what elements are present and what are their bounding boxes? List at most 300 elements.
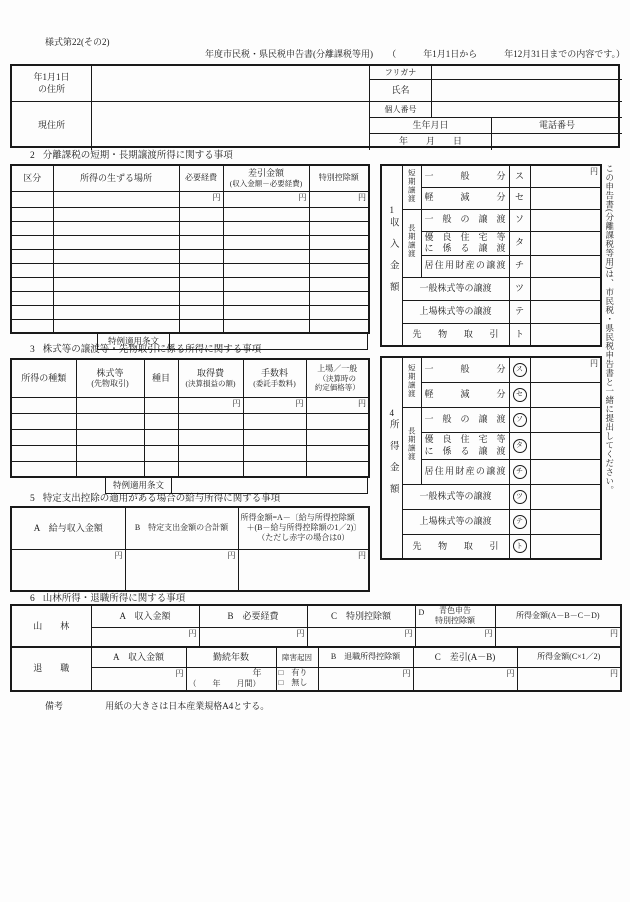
box1-row-label: 一般株式等の譲渡 [402, 277, 509, 300]
circled-code: ス [513, 363, 527, 377]
box1-value-cell[interactable] [530, 255, 601, 277]
box4-row-code [509, 534, 530, 559]
retirement-value-disability [276, 667, 318, 691]
s5-no: 5 [30, 494, 35, 504]
s3-cell[interactable] [178, 397, 243, 413]
forest-value-b[interactable] [199, 627, 307, 647]
forest-col-d [415, 605, 495, 627]
yen-unit: 円 [227, 550, 236, 560]
box1-row-code: セ [509, 187, 530, 209]
retirement-col-income: 所得金額(C×1／2) [517, 647, 621, 667]
s2-cell[interactable] [53, 263, 179, 277]
s2-cell[interactable] [179, 191, 223, 207]
s6-retirement-table [10, 646, 622, 692]
circled-code: ツ [513, 490, 527, 504]
circled-code: チ [513, 465, 527, 479]
s2-cell[interactable] [179, 249, 223, 263]
retirement-col-a: A 収入金額 [91, 647, 186, 667]
forest-value-income[interactable] [495, 627, 621, 647]
box1-value-cell[interactable] [530, 187, 601, 209]
s2-cell[interactable] [309, 291, 369, 305]
circled-code: ソ [513, 413, 527, 427]
box4-row-label [421, 432, 509, 459]
s5-title [30, 494, 280, 506]
box4-row-code [509, 407, 530, 432]
s2-cell[interactable] [53, 235, 179, 249]
s2-cell[interactable] [309, 207, 369, 221]
s3-empty-row [11, 413, 369, 429]
s5-value-row [11, 549, 369, 591]
s3-cell[interactable] [76, 445, 144, 461]
s3-cell[interactable] [76, 397, 144, 413]
s3-cell[interactable] [243, 445, 306, 461]
s2-col-place: 所得の生ずる場所 [53, 165, 179, 191]
circled-code: タ [513, 439, 527, 453]
s3-col-stock-l1: 株式等 [96, 367, 124, 378]
s3-title-text: 株式等の譲渡等・先物取引に係る所得に関する事項 [42, 345, 262, 355]
s2-cell[interactable] [179, 305, 223, 319]
s2-cell[interactable] [53, 305, 179, 319]
box1-row-label: 軽減分 [421, 187, 509, 209]
s3-col-item: 種目 [144, 359, 178, 397]
yen-unit: 円 [402, 668, 411, 678]
s3-cell[interactable] [178, 445, 243, 461]
s6-forest-table [10, 604, 622, 648]
birth-date-input[interactable]: 年 月 日 [370, 134, 492, 150]
box1-income-table [380, 164, 602, 347]
s2-cell[interactable] [179, 319, 223, 333]
circled-code: テ [513, 515, 527, 529]
box4-row-code [509, 432, 530, 459]
s3-cell[interactable] [178, 413, 243, 429]
box4-value-cell[interactable] [530, 484, 601, 509]
s2-col-kubun: 区分 [11, 165, 53, 191]
box1-row-label: 上場株式等の譲渡 [402, 300, 509, 323]
s2-cell[interactable] [309, 249, 369, 263]
retirement-col-b: B 退職所得控除額 [318, 647, 413, 667]
s2-cell[interactable] [53, 221, 179, 235]
circled-code: ト [513, 539, 527, 553]
box1-value-cell[interactable] [530, 165, 601, 187]
forest-col-income: 所得金額(A－B－C－D) [495, 605, 621, 627]
box1-value-cell[interactable] [530, 277, 601, 300]
s3-col-listed-l1: 上場／一般 [317, 363, 358, 373]
s2-cell[interactable] [223, 207, 309, 221]
yen-unit: 円 [610, 668, 618, 678]
forest-col-d-l2: 特別控除額 [435, 616, 475, 626]
box4-row-label: 一般の譲渡 [421, 407, 509, 432]
s3-cell[interactable] [306, 445, 369, 461]
s6-retirement-header-row [11, 647, 621, 667]
birth-date-label: 生年月日 [370, 118, 492, 134]
s2-cell[interactable] [309, 319, 369, 333]
s2-cell[interactable] [179, 263, 223, 277]
s2-cell[interactable] [309, 277, 369, 291]
box4-row-label: 居住用財産の譲渡 [421, 459, 509, 484]
s2-col-deduction: 特別控除額 [309, 165, 369, 191]
s2-cell[interactable] [11, 305, 53, 319]
yen-unit: 円 [590, 359, 598, 368]
s3-cell[interactable] [178, 429, 243, 445]
s2-empty-row [11, 277, 369, 291]
s2-title [30, 151, 233, 163]
box1-row-label-l2: に係る譲渡 [424, 243, 506, 253]
box4-row-label: 軽減分 [421, 382, 509, 407]
s2-cell[interactable] [53, 249, 179, 263]
s2-cell[interactable] [309, 221, 369, 235]
s2-empty-row [11, 291, 369, 305]
box4-no: 4 [389, 407, 394, 418]
box1-row-label: 一般分 [421, 165, 509, 187]
box4-row-label: 先物取引 [402, 534, 509, 559]
s3-col-listed [306, 359, 369, 397]
s3-cell[interactable] [11, 461, 76, 477]
s3-header-row [11, 359, 369, 397]
s3-empty-row [11, 461, 369, 477]
s3-empty-row [11, 429, 369, 445]
box1-row-code: ソ [509, 209, 530, 231]
box4-value-cell[interactable] [530, 459, 601, 484]
retirement-col-disability: 障害起因 [276, 647, 318, 667]
forest-value-d[interactable] [415, 627, 495, 647]
furigana-input[interactable] [432, 66, 622, 80]
s3-cell[interactable] [306, 397, 369, 413]
box1-row-label: 先物取引 [402, 323, 509, 346]
box1-value-cell[interactable] [530, 231, 601, 255]
retirement-label: 退 職 [11, 647, 91, 691]
side-note: この申告書(分離課税等用)は、市民税・県民税申告書と一緒に提出してください。 [604, 164, 615, 495]
s3-col-cost-l2: (決算損益の額) [185, 379, 236, 389]
s2-empty-row [11, 249, 369, 263]
s2-cell[interactable] [179, 221, 223, 235]
s2-cell[interactable] [223, 291, 309, 305]
jan1-address-input[interactable] [92, 66, 370, 102]
s2-cell[interactable] [309, 235, 369, 249]
s3-empty-row [11, 445, 369, 461]
jan1-address-label-l1: 年1月1日 [33, 72, 70, 83]
box4-row-code [509, 459, 530, 484]
s3-cell[interactable] [11, 397, 76, 413]
box1-row-code: チ [509, 255, 530, 277]
s2-empty-row [11, 207, 369, 221]
s3-cell[interactable] [243, 397, 306, 413]
box1-group-short-text: 短期譲渡 [407, 168, 417, 203]
box4-group-long [402, 407, 421, 484]
s3-cell[interactable] [243, 413, 306, 429]
s3-cell[interactable] [11, 429, 76, 445]
form-title-period: （ 年1月1日から 年12月31日までの内容です。） [387, 49, 626, 59]
s3-cell[interactable] [76, 461, 144, 477]
s2-col-diff [223, 165, 309, 191]
box4-row-label-l2: に係る譲渡 [424, 445, 506, 456]
current-address-input[interactable] [92, 102, 370, 150]
box1-group-long [402, 209, 421, 277]
s3-title [30, 345, 261, 357]
s6-forest-header-row [11, 605, 621, 627]
s2-cell[interactable] [53, 291, 179, 305]
circled-code: セ [513, 388, 527, 402]
s2-unit-row [11, 191, 369, 207]
s2-empty-row [11, 263, 369, 277]
box4-row-code [509, 357, 530, 382]
s3-col-cost-l1: 取得費 [196, 367, 224, 378]
yen-unit: 円 [358, 192, 366, 202]
s2-table [10, 164, 370, 334]
s2-cell[interactable] [53, 191, 179, 207]
yen-unit: 円 [296, 628, 305, 638]
box4-vertical-label [381, 357, 402, 559]
box1-value-cell[interactable] [530, 209, 601, 231]
box1-row-label-l1: 優良住宅等 [424, 231, 506, 242]
yen-unit: 円 [590, 167, 598, 176]
s3-tokurei-input[interactable] [172, 478, 367, 493]
box1-row-code: タ [509, 231, 530, 255]
s3-unit-row [11, 397, 369, 413]
s2-cell[interactable] [11, 249, 53, 263]
box1-row-code: ツ [509, 277, 530, 300]
box4-value-cell[interactable] [530, 407, 601, 432]
s2-cell[interactable] [53, 319, 179, 333]
s2-cell[interactable] [223, 235, 309, 249]
form-title-line [205, 49, 625, 60]
box4-label: 所得金額 [387, 419, 398, 505]
s5-col-formula [238, 507, 369, 549]
yen-unit: 円 [484, 628, 493, 638]
s2-col-expense: 必要経費 [179, 165, 223, 191]
box1-value-cell[interactable] [530, 300, 601, 323]
yen-unit: 円 [506, 668, 515, 678]
s2-cell[interactable] [223, 221, 309, 235]
retirement-col-years: 勤続年数 [186, 647, 276, 667]
box4-row-label-l1: 優良住宅等 [424, 434, 506, 445]
retirement-value-a[interactable] [91, 667, 186, 691]
retirement-value-b[interactable] [318, 667, 413, 691]
s2-cell[interactable] [11, 291, 53, 305]
s3-col-type: 所得の種類 [11, 359, 76, 397]
s2-col-diff-l2: (収入金額－必要経費) [229, 179, 303, 189]
s3-tokurei-label: 特例適用条文 [106, 478, 172, 493]
disability-no-checkbox[interactable]: □ 無し [278, 677, 308, 687]
s3-cell[interactable] [178, 461, 243, 477]
s2-col-diff-l1: 差引金額 [247, 167, 284, 178]
box4-group-short-text: 短期譲渡 [407, 363, 417, 398]
remark-label: 備考 [45, 701, 64, 711]
s3-cell[interactable] [144, 397, 178, 413]
yen-unit: 円 [358, 550, 366, 560]
remark-text: 用紙の大きさは日本産業規格A4とする。 [105, 701, 270, 711]
personal-number-label: 個人番号 [370, 102, 432, 118]
s3-cell[interactable] [11, 413, 76, 429]
forest-col-a: A 収入金額 [91, 605, 199, 627]
box4-income-amount-table [380, 356, 602, 560]
box4-group-short [402, 357, 421, 407]
forest-col-c: C 特別控除額 [307, 605, 415, 627]
s6-forest-value-row [11, 627, 621, 647]
yen-unit: 円 [358, 398, 366, 408]
s2-cell[interactable] [11, 263, 53, 277]
s3-col-stock-l2: (先物取引) [91, 378, 129, 388]
s3-no: 3 [30, 345, 35, 355]
box1-row-label [421, 231, 509, 255]
s5-header-row [11, 507, 369, 549]
s2-tokurei-label: 特例適用条文 [98, 334, 170, 349]
retirement-col-c: C 差引(A－B) [413, 647, 517, 667]
s2-cell[interactable] [223, 305, 309, 319]
disability-yes-checkbox[interactable]: □ 有り [278, 667, 308, 677]
jan1-address-label [12, 66, 92, 102]
remark-line [45, 701, 269, 712]
box1-label: 収入金額 [387, 216, 398, 303]
s3-cell[interactable] [144, 445, 178, 461]
s2-title-text: 分離課税の短期・長期譲渡所得に関する事項 [42, 151, 233, 161]
box4-value-cell[interactable] [530, 534, 601, 559]
box1-no: 1 [389, 205, 394, 216]
s3-cell[interactable] [144, 413, 178, 429]
s2-cell[interactable] [223, 319, 309, 333]
s2-cell[interactable] [179, 277, 223, 291]
s2-cell[interactable] [309, 263, 369, 277]
s5-title-text: 特定支出控除の適用がある場合の給与所得に関する事項 [42, 494, 281, 504]
s2-empty-row [11, 235, 369, 249]
s2-cell[interactable] [179, 291, 223, 305]
box4-row-label: 上場株式等の譲渡 [402, 509, 509, 534]
box1-value-cell[interactable] [530, 323, 601, 346]
box1-row-code: ス [509, 165, 530, 187]
s6-retirement-value-row [11, 667, 621, 691]
s2-cell[interactable] [223, 191, 309, 207]
s3-cell[interactable] [144, 461, 178, 477]
s2-cell[interactable] [223, 249, 309, 263]
box4-group-long-text: 長期譲渡 [407, 426, 417, 461]
s3-table [10, 358, 370, 478]
s2-empty-row [11, 319, 369, 333]
s6-title-text: 山林所得・退職所得に関する事項 [42, 594, 186, 604]
box4-row-label: 一般株式等の譲渡 [402, 484, 509, 509]
yen-unit: 円 [295, 398, 304, 408]
s2-cell[interactable] [223, 277, 309, 291]
retirement-value-years[interactable] [186, 667, 276, 691]
s3-cell[interactable] [76, 413, 144, 429]
s5-table [10, 506, 370, 592]
s3-cell[interactable] [243, 461, 306, 477]
phone-input[interactable] [492, 134, 622, 150]
box4-value-cell[interactable] [530, 357, 601, 382]
s5-formula-l2: ＋(B－給与所得控除額の1／2)〕 [246, 523, 362, 533]
s5-value-income[interactable] [238, 549, 369, 591]
s2-no: 2 [30, 151, 35, 161]
s2-cell[interactable] [53, 207, 179, 221]
s3-cell[interactable] [243, 429, 306, 445]
s3-col-fee-l2: (委託手数料) [253, 379, 296, 389]
s3-cell[interactable] [144, 429, 178, 445]
box4-row-code [509, 509, 530, 534]
s2-empty-row [11, 221, 369, 235]
s3-col-fee-l1: 手数料 [260, 367, 288, 378]
box1-row-label: 居住用財産の譲渡 [421, 255, 509, 277]
forest-col-d-prefix: D [418, 608, 425, 617]
forest-col-d-l1: 青色申告 [439, 606, 471, 616]
s2-cell[interactable] [179, 235, 223, 249]
s2-cell[interactable] [11, 221, 53, 235]
s2-cell[interactable] [11, 191, 53, 207]
forest-col-b: B 必要経費 [199, 605, 307, 627]
box1-vertical-label [381, 165, 402, 346]
name-input[interactable] [432, 80, 622, 102]
s2-cell[interactable] [223, 263, 309, 277]
yen-unit: 円 [404, 628, 413, 638]
s5-value-b[interactable] [125, 549, 238, 591]
s5-col-b: B 特定支出金額の合計額 [125, 507, 238, 549]
forest-label: 山 林 [11, 605, 91, 647]
s2-cell[interactable] [309, 305, 369, 319]
s2-cell[interactable] [11, 319, 53, 333]
forest-value-a[interactable] [91, 627, 199, 647]
s3-cell[interactable] [306, 413, 369, 429]
current-address-label: 現住所 [12, 102, 92, 150]
box1-row-code: テ [509, 300, 530, 323]
s5-formula-l3: （ただし赤字の場合は0） [257, 533, 350, 543]
phone-label: 電話番号 [492, 118, 622, 134]
form-title: 年度市民税・県民税申告書(分離課税等用) [205, 49, 373, 59]
s2-cell[interactable] [179, 207, 223, 221]
box4-value-cell[interactable] [530, 382, 601, 407]
yen-unit: 円 [298, 192, 307, 202]
s3-col-fee [243, 359, 306, 397]
s3-cell[interactable] [306, 429, 369, 445]
yen-unit: 円 [232, 398, 241, 408]
s5-col-a: A 給与収入金額 [11, 507, 125, 549]
yen-unit: 円 [212, 192, 221, 202]
s3-cell[interactable] [306, 461, 369, 477]
s3-col-cost [178, 359, 243, 397]
box4-row-label: 一般分 [421, 357, 509, 382]
name-label: 氏名 [370, 80, 432, 102]
years-unit: 年 [252, 667, 262, 678]
box1-group-long-text: 長期譲渡 [407, 224, 417, 259]
retirement-value-income[interactable] [517, 667, 621, 691]
s3-col-listed-l2: （決算時の [318, 373, 356, 383]
s3-col-listed-l3: 約定価格等） [314, 383, 360, 393]
box4-row-code [509, 484, 530, 509]
yen-unit: 円 [188, 628, 197, 638]
yen-unit: 円 [175, 668, 184, 678]
s2-cell[interactable] [53, 277, 179, 291]
s2-cell[interactable] [11, 235, 53, 249]
s3-tokurei-row [105, 478, 368, 494]
s5-value-a[interactable] [11, 549, 125, 591]
furigana-label: フリガナ [370, 66, 432, 80]
s2-cell[interactable] [309, 191, 369, 207]
s3-cell[interactable] [11, 445, 76, 461]
jan1-address-label-l2: の住所 [37, 83, 65, 94]
personal-number-input[interactable] [432, 102, 622, 118]
s3-cell[interactable] [76, 429, 144, 445]
s2-header-row [11, 165, 369, 191]
s6-no: 6 [30, 594, 35, 604]
s2-cell[interactable] [11, 207, 53, 221]
box4-row-code [509, 382, 530, 407]
box4-value-cell[interactable] [530, 432, 601, 459]
s3-col-stock [76, 359, 144, 397]
s2-cell[interactable] [11, 277, 53, 291]
forest-value-c[interactable] [307, 627, 415, 647]
retirement-value-c[interactable] [413, 667, 517, 691]
years-paren: （ 年 月間） [188, 678, 261, 688]
box1-row-code: ト [509, 323, 530, 346]
box4-value-cell[interactable] [530, 509, 601, 534]
form-number: 様式第22(その2) [45, 37, 110, 47]
yen-unit: 円 [114, 550, 123, 560]
